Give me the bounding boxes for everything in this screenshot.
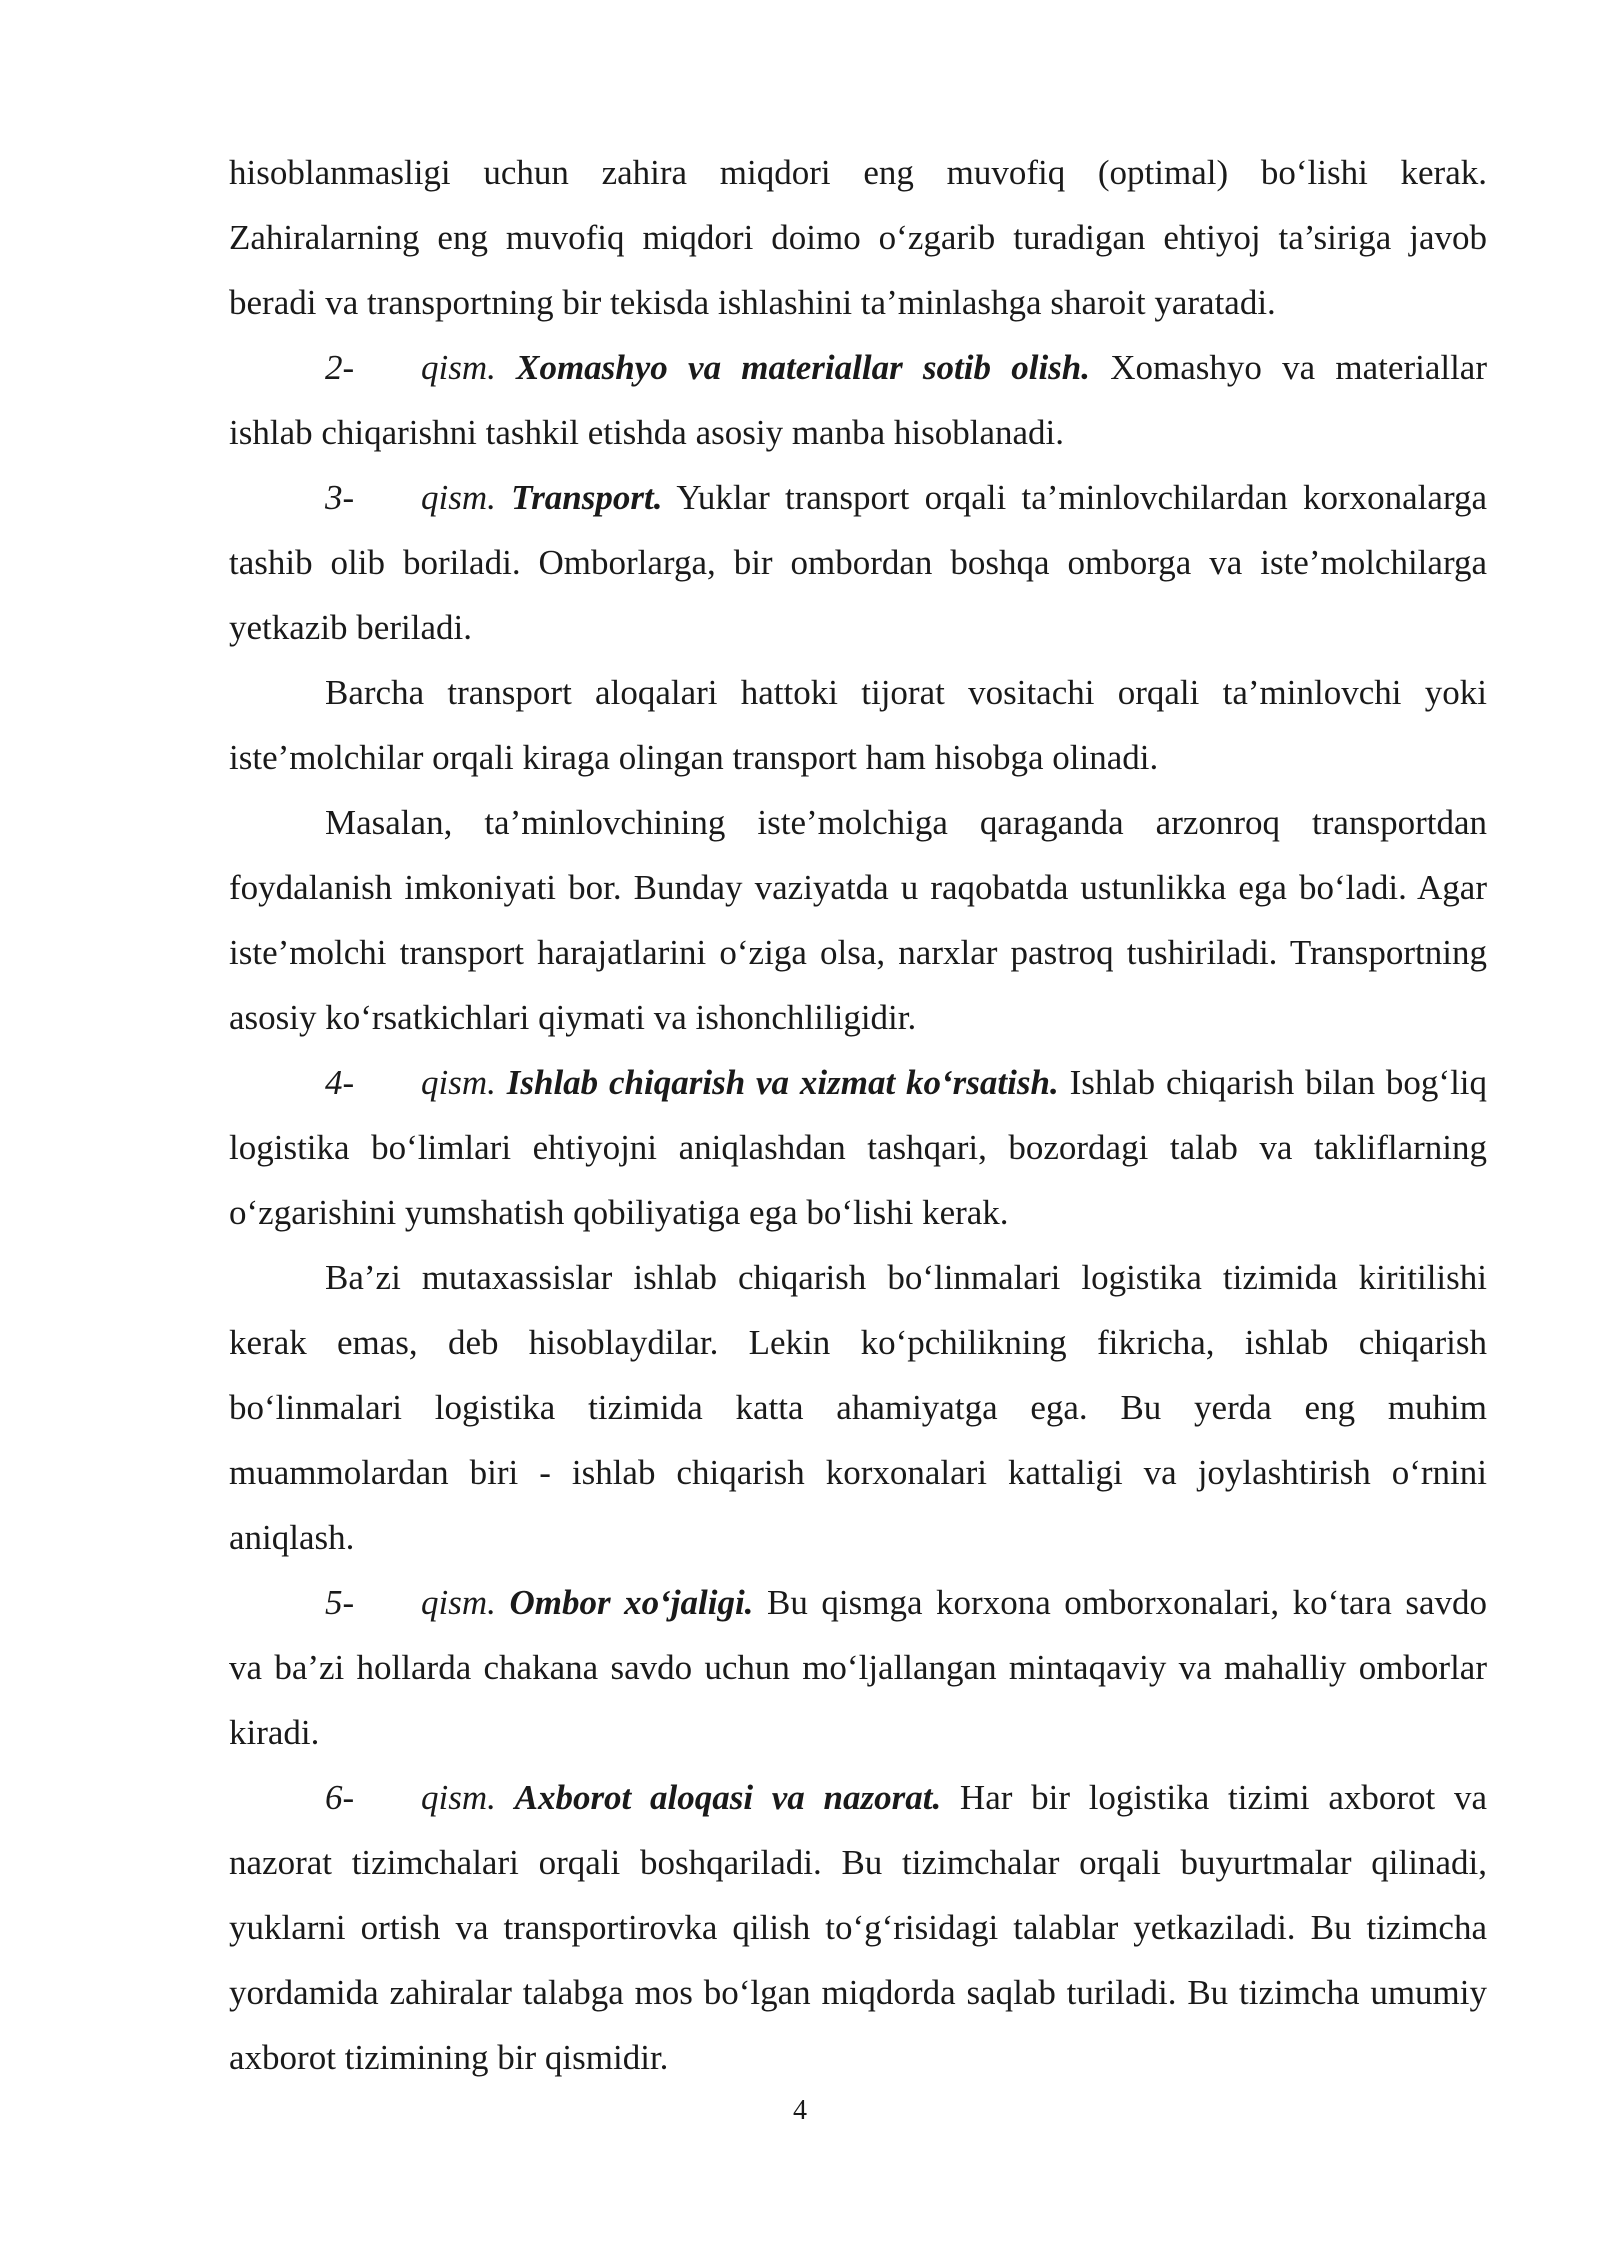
document-page (229, 140, 1487, 2090)
section-heading: Axborot aloqasi va nazorat. (514, 1778, 942, 1817)
section-number: 4- (325, 1063, 355, 1102)
section-heading: Ishlab chiqarish va xizmat ko‘rsatish. (506, 1063, 1059, 1102)
section-number: 6- (325, 1778, 355, 1817)
section-4-paragraph (229, 1050, 1487, 1245)
section-3-paragraph (229, 465, 1487, 660)
body-paragraph: Masalan, ta’minlovchining iste’molchiga qaraganda arzonroq transportdan foydalanish imkoniyati bor. Bunday vaziyatda u raqobatda ustunlikka ega bo‘ladi. Agar iste’molchi transport harajatlarini o‘ziga olsa, narxlar pastroq tushiriladi. Transportning asosiy ko‘rsatkichlari qiymati va ishonchliligidir. (229, 803, 1487, 1037)
section-heading: Ombor xo‘jaligi. (509, 1583, 754, 1622)
body-paragraph: Barcha transport aloqalari hattoki tijorat vositachi orqali ta’minlovchi yoki iste’molchilar orqali kiraga olingan transport ham hisobga olinadi. (229, 673, 1487, 777)
section-number: 2- (325, 348, 355, 387)
section-heading: Xomashyo va materiallar sotib olish. (516, 348, 1091, 387)
section-body-text: Har bir logistika tizimi axborot va nazorat tizimchalari orqali boshqariladi. Bu tizimchalar orqali buyurtmalar qilinadi, yuklarni ortish va transportirovka qilish to‘g‘risidagi talablar yetkaziladi. Bu tizimcha yordamida zahiralar talabga mos bo‘lgan miqdorda saqlab turiladi. Bu tizimcha umumiy axborot tizimining bir qismidir. (229, 1778, 1487, 2077)
section-body-text: Ishlab chiqarish bilan bog‘liq logistika bo‘limlari ehtiyojni aniqlashdan tashqari, bozordagi talab va takliflarning o‘zgarishini yumshatish qobiliyatiga ega bo‘lishi kerak. (229, 1063, 1488, 1232)
section-body-text: Bu qismga korxona omborxonalari, ko‘tara savdo va ba’zi hollarda chakana savdo uchun mo‘ljallangan mintaqaviy va mahalliy omborlar kiradi. (229, 1583, 1487, 1752)
section-2-paragraph (229, 335, 1487, 465)
section-qism-label: qism. (421, 478, 496, 517)
page-number: 4 (793, 2095, 807, 2126)
section-5-paragraph (229, 1570, 1487, 1765)
section-6-paragraph (229, 1765, 1487, 2090)
section-heading: Transport. (511, 478, 663, 517)
section-number: 5- (325, 1583, 355, 1622)
section-qism-label: qism. (421, 1063, 496, 1102)
section-qism-label: qism. (421, 1778, 496, 1817)
section-body-text: Xomashyo va materiallar ishlab chiqarishni tashkil etishda asosiy manba hisoblanadi. (229, 348, 1487, 452)
paragraph-continuation: hisoblanmasligi uchun zahira miqdori eng muvofiq (optimal) bo‘lishi kerak. Zahiralarning eng muvofiq miqdori doimo o‘zgarib turadigan ehtiyoj ta’siriga javob beradi va transportning bir tekisda ishlashini ta’minlashga sharoit yaratadi. (229, 153, 1487, 322)
section-body-text: Yuklar transport orqali ta’minlovchilardan korxonalarga tashib olib boriladi. Omborlarga, bir ombordan boshqa omborga va iste’molchilarga yetkazib beriladi. (229, 478, 1487, 647)
body-paragraph: Ba’zi mutaxassislar ishlab chiqarish bo‘linmalari logistika tizimida kiritilishi kerak emas, deb hisoblaydilar. Lekin ko‘pchilikning fikricha, ishlab chiqarish bo‘linmalari logistika tizimida katta ahamiyatga ega. Bu yerda eng muhim muammolardan biri - ishlab chiqarish korxonalari kattaligi va joylashtirish o‘rnini aniqlash. (229, 1258, 1487, 1557)
section-number: 3- (325, 478, 355, 517)
section-qism-label: qism. (421, 348, 496, 387)
section-qism-label: qism. (421, 1583, 496, 1622)
